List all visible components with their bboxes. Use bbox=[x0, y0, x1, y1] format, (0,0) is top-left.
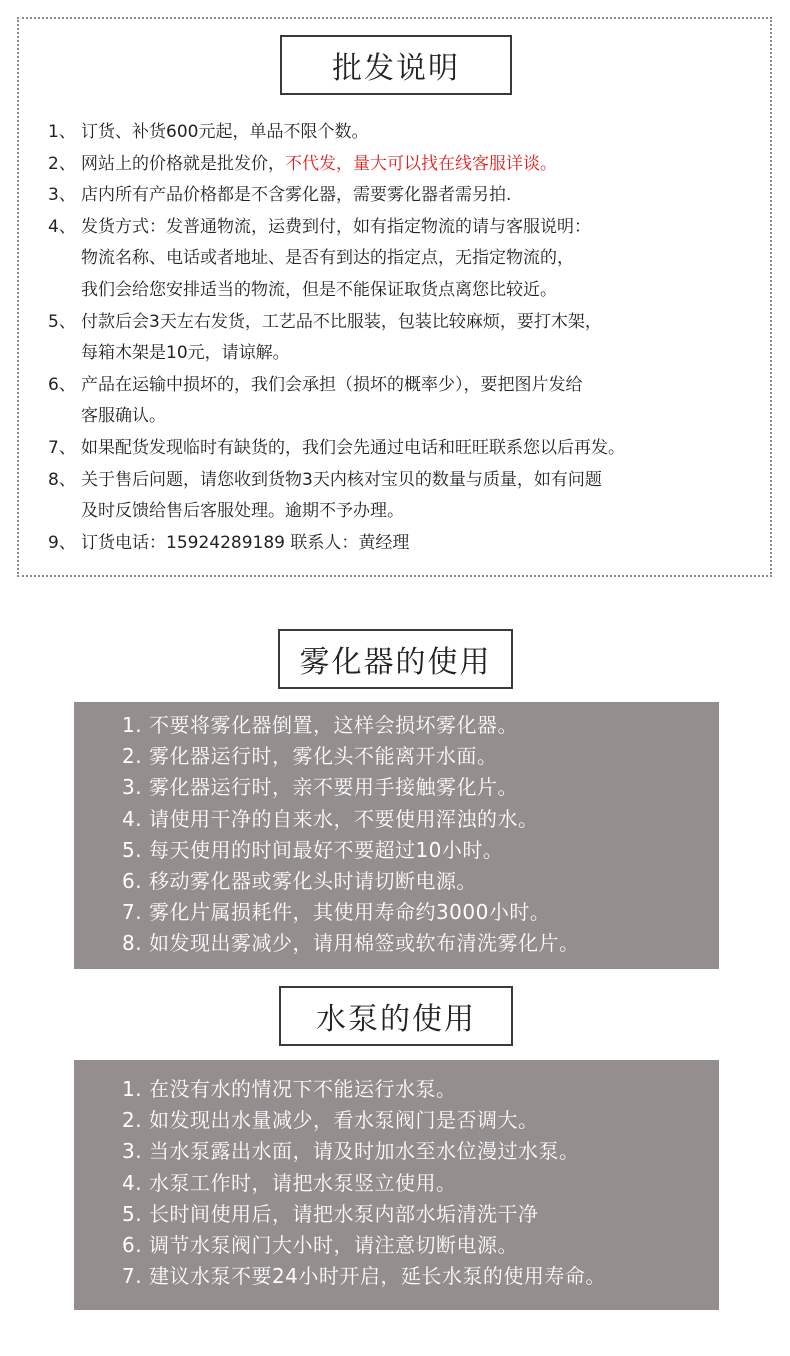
wholesale-item-number: 3、 bbox=[48, 185, 76, 206]
pump-list bbox=[74, 1074, 719, 1292]
pump-instruction-item: 2. 如发现出水量减少，看水泵阀门是否调大。 bbox=[122, 1108, 539, 1133]
atomizer-instruction-item: 3. 雾化器运行时，亲不要用手接触雾化片。 bbox=[122, 775, 518, 800]
wholesale-item bbox=[48, 338, 768, 370]
wholesale-item-text: 产品在运输中损坏的，我们会承担（损坏的概率少），要把图片发给 bbox=[81, 374, 583, 395]
wholesale-item-text: 发货方式：发普通物流，运费到付，如有指定物流的请与客服说明： bbox=[81, 216, 591, 237]
atomizer-instruction-item: 6. 移动雾化器或雾化头时请切断电源。 bbox=[122, 869, 477, 894]
atomizer-instruction-item: 5. 每天使用的时间最好不要超过10小时。 bbox=[122, 837, 504, 862]
wholesale-item-text: 客服确认。 bbox=[81, 406, 166, 427]
pump-instruction-item: 7. 建议水泵不要24小时开启，延长水泵的使用寿命。 bbox=[122, 1264, 606, 1289]
pump-instructions-panel bbox=[74, 1060, 719, 1310]
pump-instruction-item: 6. 调节水泵阀门大小时，请注意切断电源。 bbox=[122, 1233, 518, 1258]
wholesale-item bbox=[48, 275, 768, 307]
wholesale-item-number bbox=[48, 243, 81, 275]
wholesale-item bbox=[48, 307, 768, 339]
atomizer-instruction-item: 2. 雾化器运行时，雾化头不能离开水面。 bbox=[122, 744, 498, 769]
atomizer-instruction-item: 8. 如发现出雾减少，请用棉签或软布清洗雾化片。 bbox=[122, 931, 580, 956]
wholesale-title: 批发说明 bbox=[280, 35, 512, 95]
atomizer-title: 雾化器的使用 bbox=[278, 629, 513, 689]
wholesale-item-number bbox=[48, 496, 81, 528]
wholesale-item-text: 付款后会3天左右发货，工艺品不比服装，包装比较麻烦，要打木架， bbox=[81, 311, 602, 332]
wholesale-item bbox=[48, 180, 768, 212]
wholesale-item-number: 5、 bbox=[48, 311, 76, 332]
wholesale-item-number: 4、 bbox=[48, 216, 76, 237]
atomizer-instruction-item: 7. 雾化片属损耗件，其使用寿命约3000小时。 bbox=[122, 900, 551, 925]
atomizer-list bbox=[74, 710, 719, 960]
atomizer-instruction-item: 4. 请使用干净的自来水，不要使用浑浊的水。 bbox=[122, 806, 539, 831]
wholesale-item-text: 及时反馈给售后客服处理。逾期不予办理。 bbox=[81, 501, 404, 522]
wholesale-item bbox=[48, 433, 768, 465]
wholesale-item bbox=[48, 401, 768, 433]
atomizer-instructions-panel bbox=[74, 702, 719, 969]
wholesale-item-number: 9、 bbox=[48, 532, 76, 553]
wholesale-item bbox=[48, 212, 768, 244]
wholesale-item-number: 2、 bbox=[48, 153, 76, 174]
wholesale-list bbox=[48, 117, 768, 559]
wholesale-item-number bbox=[48, 401, 81, 433]
wholesale-item-number bbox=[48, 338, 81, 370]
pump-instruction-item: 5. 长时间使用后，请把水泵内部水垢清洗干净 bbox=[122, 1201, 539, 1226]
wholesale-highlight-text: 不代发，量大可以找在线客服详谈。 bbox=[285, 153, 557, 174]
wholesale-item-text: 如果配货发现临时有缺货的，我们会先通过电话和旺旺联系您以后再发。 bbox=[81, 437, 625, 458]
wholesale-item bbox=[48, 149, 768, 181]
wholesale-item-text: 物流名称、电话或者地址、是否有到达的指定点，无指定物流的， bbox=[81, 248, 574, 269]
wholesale-item bbox=[48, 243, 768, 275]
pump-instruction-item: 3. 当水泵露出水面，请及时加水至水位漫过水泵。 bbox=[122, 1139, 580, 1164]
wholesale-item-number: 7、 bbox=[48, 437, 76, 458]
atomizer-instruction-item: 1. 不要将雾化器倒置，这样会损坏雾化器。 bbox=[122, 713, 518, 737]
wholesale-item-text: 网站上的价格就是批发价， bbox=[81, 153, 285, 174]
wholesale-item-text: 每箱木架是10元，请谅解。 bbox=[81, 343, 290, 364]
wholesale-item bbox=[48, 465, 768, 497]
wholesale-item-number bbox=[48, 275, 81, 307]
wholesale-item-text: 我们会给您安排适当的物流，但是不能保证取货点离您比较近。 bbox=[81, 279, 557, 300]
wholesale-item bbox=[48, 117, 768, 149]
wholesale-item-text: 关于售后问题，请您收到货物3天内核对宝贝的数量与质量，如有问题 bbox=[81, 469, 602, 490]
wholesale-item-number: 6、 bbox=[48, 374, 76, 395]
wholesale-item bbox=[48, 528, 768, 560]
wholesale-item bbox=[48, 370, 768, 402]
wholesale-item bbox=[48, 496, 768, 528]
wholesale-item-text: 订货电话：15924289189 联系人：黄经理 bbox=[81, 532, 410, 553]
wholesale-item-text: 订货、补货600元起，单品不限个数。 bbox=[81, 122, 369, 142]
wholesale-item-number: 1、 bbox=[48, 122, 76, 142]
wholesale-item-text: 店内所有产品价格都是不含雾化器，需要雾化器者需另拍. bbox=[81, 185, 512, 206]
pump-instruction-item: 1. 在没有水的情况下不能运行水泵。 bbox=[122, 1077, 457, 1101]
pump-instruction-item: 4. 水泵工作时，请把水泵竖立使用。 bbox=[122, 1170, 457, 1195]
pump-title: 水泵的使用 bbox=[279, 986, 513, 1046]
wholesale-item-number: 8、 bbox=[48, 469, 76, 490]
